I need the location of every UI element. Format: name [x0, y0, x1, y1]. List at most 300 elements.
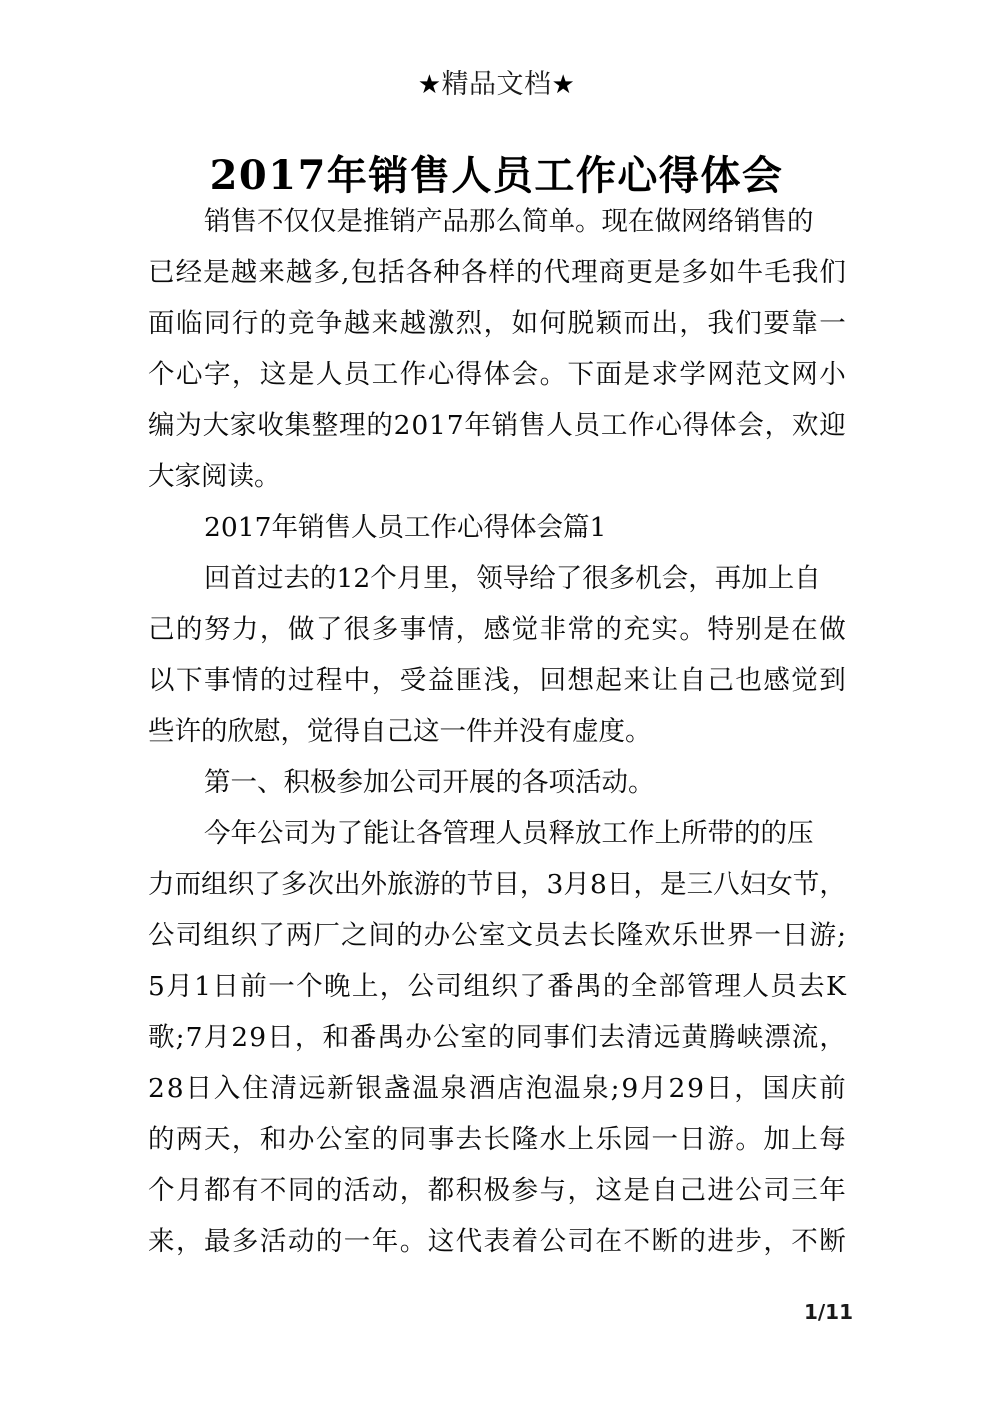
glyph: 代: [455, 1226, 483, 1257]
glyph: 欢: [644, 920, 671, 951]
glyph: 让: [651, 665, 678, 696]
glyph: 争: [315, 308, 343, 339]
glyph: 来: [623, 665, 650, 696]
glyph: 靠: [791, 308, 818, 339]
glyph: 去: [798, 971, 825, 1002]
text-line: [148, 1165, 846, 1216]
glyph: 越: [285, 257, 313, 288]
glyph: 7: [185, 1022, 203, 1053]
glyph: 2: [668, 1073, 686, 1104]
glyph: 更: [626, 257, 653, 288]
glyph: 参: [511, 1175, 539, 1206]
glyph: 2: [231, 1022, 249, 1053]
glyph: 了: [254, 869, 281, 900]
glyph: 0: [411, 410, 429, 441]
glyph: 全: [630, 971, 658, 1002]
glyph: 这: [595, 1175, 622, 1206]
glyph: 世: [699, 920, 726, 951]
text-line: 回首过去的12个月里，领导给了很多机会，再加上自: [204, 563, 821, 594]
glyph: 的: [371, 1124, 399, 1155]
glyph: 次: [307, 869, 334, 900]
glyph: 行: [231, 308, 259, 339]
text-line: [148, 1063, 846, 1114]
glyph: 泉: [582, 1073, 609, 1104]
glyph: 司: [567, 1226, 595, 1257]
glyph: 2: [393, 410, 411, 441]
glyph: 远: [653, 1022, 681, 1053]
text-line: 大家阅读。: [148, 461, 281, 492]
glyph: 断: [651, 1226, 678, 1257]
glyph: 作: [628, 410, 655, 441]
glyph: 和: [259, 1124, 287, 1155]
glyph: 妇: [739, 869, 767, 900]
text-line: [148, 298, 846, 349]
glyph: 动: [287, 1226, 315, 1257]
glyph: 前: [819, 1073, 846, 1104]
glyph: 织: [491, 971, 518, 1002]
glyph: 收: [257, 410, 284, 441]
glyph: 事: [427, 1124, 455, 1155]
glyph: 迎: [819, 410, 846, 441]
star-icon-left: ★: [417, 70, 442, 100]
text-line: [148, 1216, 846, 1267]
glyph: 是: [653, 257, 681, 288]
glyph: 歌: [148, 1022, 175, 1053]
glyph: 泉: [440, 1073, 468, 1104]
glyph: 人: [315, 359, 343, 390]
glyph: 一: [819, 308, 846, 339]
page-title: 2017年销售人员工作心得体会: [209, 151, 784, 199]
glyph: 到: [819, 665, 846, 696]
glyph: 店: [497, 1073, 524, 1104]
glyph: 工: [600, 410, 628, 441]
glyph: 室: [460, 1022, 487, 1053]
glyph: 游: [809, 920, 836, 951]
glyph: 包: [350, 257, 378, 288]
glyph: 9: [249, 1022, 267, 1053]
glyph: 9: [621, 1073, 639, 1104]
glyph: 程: [315, 665, 343, 696]
glyph: 情: [427, 614, 455, 645]
glyph: 清: [626, 1022, 653, 1053]
glyph: 已: [148, 257, 175, 288]
glyph: 在: [595, 1226, 622, 1257]
glyph: 5: [148, 971, 165, 1002]
glyph: ;: [610, 1073, 620, 1104]
glyph: 要: [763, 308, 790, 339]
glyph: 学: [679, 359, 706, 390]
glyph: 断: [819, 1226, 846, 1257]
glyph: 1: [429, 410, 446, 441]
glyph: 代: [543, 257, 571, 288]
glyph: 去: [455, 1124, 483, 1155]
glyph: 们: [819, 257, 846, 288]
glyph: 人: [546, 410, 573, 441]
glyph: 自: [679, 665, 706, 696]
glyph: 员: [533, 920, 561, 951]
glyph: 室: [343, 1124, 371, 1155]
text-line: 今年公司为了能让各管理人员释放工作上所带的的压: [204, 818, 814, 849]
glyph: 会: [511, 359, 539, 390]
glyph: 一: [754, 920, 781, 951]
glyph: 2: [148, 1073, 165, 1104]
glyph: 日: [606, 869, 634, 900]
glyph: 公: [407, 971, 435, 1002]
glyph: 上: [791, 1124, 818, 1155]
glyph: 我: [707, 308, 734, 339]
glyph: 月: [175, 1175, 203, 1206]
glyph: 有: [231, 1175, 259, 1206]
glyph: 办: [405, 1022, 432, 1053]
text-line: 第一、积极参加公司开展的各项活动。: [204, 767, 655, 798]
glyph: 8: [166, 1073, 184, 1104]
glyph: 们: [570, 1022, 598, 1053]
header-mark-label: 精品文档: [441, 69, 552, 100]
glyph: 事: [203, 665, 231, 696]
glyph: 月: [203, 1022, 231, 1053]
glyph: 越: [343, 308, 371, 339]
glyph: 工: [371, 359, 399, 390]
glyph: 同: [203, 308, 231, 339]
glyph: ，: [819, 869, 846, 900]
glyph: 司: [763, 1175, 790, 1206]
glyph: 事: [399, 614, 427, 645]
glyph: 最: [203, 1226, 231, 1257]
glyph: ，: [231, 1124, 259, 1155]
glyph: 盏: [383, 1073, 411, 1104]
glyph: 越: [230, 257, 258, 288]
glyph: 出: [651, 308, 678, 339]
glyph: 月: [640, 1073, 667, 1104]
glyph: 庆: [790, 1073, 818, 1104]
glyph: 样: [488, 257, 515, 288]
document-header-mark: [0, 68, 993, 102]
glyph: 受: [399, 665, 427, 696]
glyph: 起: [595, 665, 622, 696]
glyph: 充: [623, 614, 650, 645]
glyph: ，: [455, 614, 483, 645]
glyph: 的: [315, 1175, 343, 1206]
glyph: 腾: [708, 1022, 736, 1053]
glyph: 己: [148, 614, 175, 645]
glyph: 下: [567, 359, 595, 390]
glyph: 是: [623, 359, 650, 390]
glyph: 的: [315, 1226, 343, 1257]
glyph: 大: [202, 410, 230, 441]
glyph: 非: [539, 614, 567, 645]
glyph: 销: [491, 410, 519, 441]
glyph: 女: [766, 869, 793, 900]
glyph: 组: [463, 971, 490, 1002]
glyph: 和: [322, 1022, 349, 1053]
text-line: 销售不仅仅是推销产品那么简单。现在做网络销售的: [204, 206, 814, 237]
glyph: 的: [602, 971, 630, 1002]
text-line: [148, 247, 846, 298]
glyph: 新: [327, 1073, 354, 1104]
text-line: 些许的欣慰，觉得自己这一件并没有虚度。: [148, 716, 652, 747]
glyph: 旅: [387, 869, 414, 900]
glyph: 力: [231, 614, 259, 645]
glyph: 同: [287, 1175, 315, 1206]
glyph: 个: [296, 971, 323, 1002]
glyph: 体: [710, 410, 737, 441]
glyph: 作: [399, 359, 427, 390]
glyph: 也: [735, 665, 762, 696]
glyph: 加: [763, 1124, 790, 1155]
glyph: 毛: [764, 257, 791, 288]
glyph: 同: [399, 1124, 427, 1155]
glyph: 不: [259, 1175, 287, 1206]
glyph: 办: [287, 1124, 315, 1155]
glyph: 银: [355, 1073, 382, 1104]
glyph: 字: [203, 359, 231, 390]
glyph: 实: [651, 614, 678, 645]
glyph: 做: [819, 614, 846, 645]
glyph: 的: [516, 257, 543, 288]
glyph: 外: [360, 869, 387, 900]
glyph: 极: [483, 1175, 511, 1206]
text-line: [148, 859, 846, 910]
glyph: 了: [519, 971, 546, 1002]
glyph: 动: [371, 1175, 399, 1206]
glyph: 峡: [736, 1022, 764, 1053]
page-footer: 1/11: [803, 1300, 853, 1324]
glyph: 温: [412, 1073, 439, 1104]
glyph: 常: [567, 614, 595, 645]
glyph: 织: [227, 869, 255, 900]
glyph: ，: [734, 1073, 761, 1104]
glyph: ，: [764, 410, 792, 441]
glyph: 了: [315, 614, 343, 645]
glyph: 步: [735, 1226, 762, 1257]
glyph: ，: [259, 614, 287, 645]
glyph: 家: [229, 410, 257, 441]
glyph: 是: [660, 869, 687, 900]
glyph: 来: [371, 308, 399, 339]
glyph: 每: [819, 1124, 846, 1155]
glyph: 觉: [511, 614, 539, 645]
glyph: 的: [440, 869, 467, 900]
glyph: 我: [791, 257, 819, 288]
glyph: 之: [340, 920, 368, 951]
glyph: 多: [231, 1226, 259, 1257]
glyph: 心: [427, 359, 455, 390]
glyph: 烈: [455, 308, 483, 339]
text-line: [148, 1012, 846, 1063]
glyph: 目: [493, 869, 520, 900]
glyph: 。: [679, 614, 706, 645]
glyph: 温: [553, 1073, 581, 1104]
glyph: 是: [623, 1175, 650, 1206]
glyph: ，: [371, 665, 399, 696]
glyph: 园: [623, 1124, 650, 1155]
glyph: 去: [561, 920, 588, 951]
glyph: 为: [175, 410, 202, 441]
glyph: 游: [707, 1124, 734, 1155]
text-line: [148, 349, 846, 400]
glyph: 整: [311, 410, 339, 441]
glyph: 流: [791, 1022, 819, 1053]
glyph: 益: [427, 665, 455, 696]
glyph: 心: [655, 410, 682, 441]
glyph: 欢: [791, 410, 819, 441]
glyph: 以: [148, 665, 175, 696]
glyph: 管: [686, 971, 714, 1002]
glyph: 两: [175, 1124, 203, 1155]
glyph: 日: [679, 1124, 706, 1155]
glyph: 活: [343, 1175, 371, 1206]
glyph: 。: [539, 359, 567, 390]
glyph: 织: [230, 920, 258, 951]
glyph: 水: [539, 1124, 567, 1155]
glyph: 不: [791, 1226, 818, 1257]
glyph: 己: [707, 665, 734, 696]
glyph: 自: [651, 1175, 678, 1206]
glyph: 种: [433, 257, 460, 288]
glyph: 很: [343, 614, 371, 645]
glyph: 清: [270, 1073, 297, 1104]
glyph: 8: [589, 869, 607, 900]
text-line: [148, 910, 846, 961]
glyph: 乐: [671, 920, 699, 951]
glyph: ，: [763, 1226, 790, 1257]
glyph: 公: [315, 1124, 343, 1155]
glyph: 心: [175, 359, 203, 390]
glyph: 天: [203, 1124, 231, 1155]
glyph: 7: [446, 410, 464, 441]
glyph: 与: [539, 1175, 567, 1206]
glyph: 一: [651, 1124, 678, 1155]
glyph: 了: [258, 920, 285, 951]
glyph: 颖: [595, 308, 622, 339]
glyph: 。: [735, 1124, 762, 1155]
glyph: 禺: [377, 1022, 405, 1053]
glyph: 长: [483, 1124, 511, 1155]
glyph: 年: [371, 1226, 399, 1257]
glyph: 。: [399, 1226, 427, 1257]
glyph: ，: [567, 1175, 595, 1206]
glyph: 上: [567, 1124, 595, 1155]
glyph: 临: [175, 308, 203, 339]
glyph: 晚: [323, 971, 351, 1002]
glyph: 觉: [791, 665, 818, 696]
glyph: 括: [378, 257, 405, 288]
glyph: 一: [268, 971, 295, 1002]
glyph: 日: [781, 920, 809, 951]
glyph: 泡: [525, 1073, 553, 1104]
glyph: 界: [726, 920, 754, 951]
glyph: ，: [511, 665, 539, 696]
glyph: 是: [287, 359, 315, 390]
glyph: ，: [399, 1175, 427, 1206]
glyph: 文: [506, 920, 533, 951]
glyph: 集: [284, 410, 311, 441]
glyph: 是: [203, 257, 230, 288]
glyph: 在: [791, 614, 818, 645]
glyph: 表: [483, 1226, 511, 1257]
glyph: 两: [285, 920, 313, 951]
glyph: K: [826, 971, 846, 1002]
glyph: 编: [148, 410, 175, 441]
glyph: ，: [679, 308, 706, 339]
glyph: 而: [623, 308, 650, 339]
glyph: 部: [658, 971, 686, 1002]
glyph: 的: [488, 1022, 515, 1053]
glyph: 上: [351, 971, 379, 1002]
glyph: 是: [763, 614, 790, 645]
glyph: ，: [819, 1022, 846, 1053]
glyph: 同: [515, 1022, 543, 1053]
glyph: ，: [633, 869, 660, 900]
glyph: 这: [427, 1226, 455, 1257]
glyph: 番: [350, 1022, 377, 1053]
glyph: 而: [174, 869, 202, 900]
glyph: 隆: [511, 1124, 539, 1155]
glyph: 日: [267, 1022, 294, 1053]
glyph: 八: [713, 869, 740, 900]
glyph: 这: [259, 359, 287, 390]
glyph: 努: [203, 614, 231, 645]
glyph: 的: [595, 614, 622, 645]
glyph: ，: [175, 1226, 203, 1257]
glyph: 员: [770, 971, 797, 1002]
glyph: 激: [427, 308, 455, 339]
glyph: 小: [819, 359, 846, 390]
glyph: 多: [280, 869, 308, 900]
glyph: 隆: [616, 920, 644, 951]
glyph: ，: [294, 1022, 322, 1053]
glyph: 进: [707, 1175, 734, 1206]
glyph: 会: [737, 410, 764, 441]
glyph: 人: [742, 971, 769, 1002]
glyph: 节: [466, 869, 494, 900]
glyph: 3: [546, 869, 564, 900]
glyph: 的: [148, 1124, 175, 1155]
text-line: [148, 604, 846, 655]
glyph: 酒: [468, 1073, 496, 1104]
glyph: 三: [686, 869, 714, 900]
glyph: 经: [175, 257, 203, 288]
text-line: [148, 1114, 846, 1165]
text-line: [148, 961, 846, 1012]
glyph: 国: [762, 1073, 790, 1104]
glyph: 办: [423, 920, 451, 951]
glyph: 感: [483, 614, 511, 645]
glyph: 别: [735, 614, 762, 645]
glyph: 日: [705, 1073, 733, 1104]
glyph: 公: [735, 1175, 762, 1206]
glyph: 年: [464, 410, 491, 441]
glyph: 员: [573, 410, 601, 441]
glyph: ，: [231, 359, 259, 390]
text-line: [148, 400, 846, 451]
glyph: 感: [763, 665, 790, 696]
glyph: ;: [837, 920, 846, 951]
glyph: 竞: [287, 308, 315, 339]
glyph: 的: [259, 665, 287, 696]
glyph: 理: [339, 410, 366, 441]
glyph: 售: [518, 410, 546, 441]
glyph: 理: [714, 971, 741, 1002]
glyph: 厂: [313, 920, 340, 951]
glyph: 番: [547, 971, 574, 1002]
glyph: 的: [175, 614, 203, 645]
glyph: 司: [175, 920, 203, 951]
glyph: 远: [298, 1073, 326, 1104]
glyph: 力: [148, 869, 175, 900]
glyph: 月: [166, 971, 193, 1002]
glyph: ,: [341, 257, 350, 288]
